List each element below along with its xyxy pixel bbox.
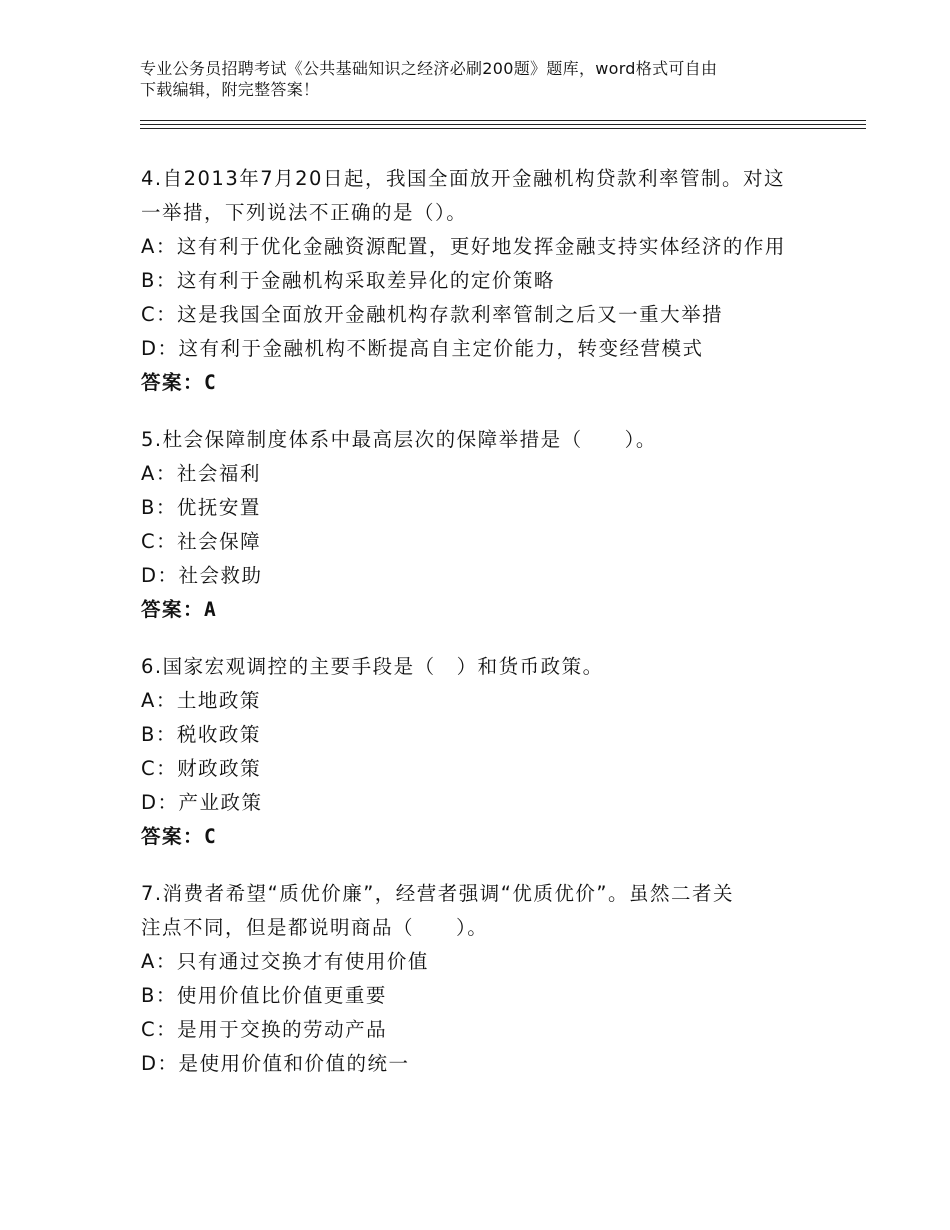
answer-value: C: [204, 825, 218, 848]
question-stem: 5.杜会保障制度体系中最高层次的保障举措是（ ）。: [141, 428, 657, 451]
question-6: [141, 650, 841, 854]
header-line-2: 下载编辑，附完整答案！: [140, 80, 320, 99]
option-b: B：税收政策: [141, 723, 261, 746]
option-d: D：社会救助: [141, 564, 263, 587]
question-list: [141, 162, 841, 1104]
document-header: [140, 58, 820, 100]
question-stem: 注点不同，但是都说明商品（ ）。: [141, 916, 489, 939]
question-5: [141, 423, 841, 627]
option-a: A：这有利于优化金融资源配置，更好地发挥金融支持实体经济的作用: [141, 235, 786, 258]
answer-line: [141, 820, 841, 854]
option-c: C：是用于交换的劳动产品: [141, 1018, 388, 1041]
question-4: [141, 162, 841, 400]
question-stem: 4.自2013年7月20日起，我国全面放开金融机构贷款利率管制。对这: [141, 167, 785, 190]
option-b: B：使用价值比价值更重要: [141, 984, 387, 1007]
header-divider: [140, 124, 866, 125]
answer-label: 答案：: [141, 598, 205, 621]
option-c: C：财政政策: [141, 757, 262, 780]
option-d: D：产业政策: [141, 791, 263, 814]
question-stem: 7.消费者希望“质优价廉”，经营者强调“优质优价”。虽然二者关: [141, 882, 735, 905]
question-7: [141, 877, 841, 1081]
header-divider: [140, 128, 866, 129]
option-b: B：优抚安置: [141, 496, 261, 519]
option-c: C：社会保障: [141, 530, 262, 553]
question-stem: 6.国家宏观调控的主要手段是（ ）和货币政策。: [141, 655, 604, 678]
option-c: C：这是我国全面放开金融机构存款利率管制之后又一重大举措: [141, 303, 724, 326]
answer-value: A: [204, 598, 218, 621]
answer-line: [141, 366, 841, 400]
option-b: B：这有利于金融机构采取差异化的定价策略: [141, 269, 555, 292]
option-d: D：这有利于金融机构不断提高自主定价能力，转变经营模式: [141, 337, 704, 360]
answer-value: C: [204, 371, 218, 394]
question-stem: 一举措，下列说法不正确的是（）。: [141, 201, 468, 224]
answer-label: 答案：: [141, 371, 205, 394]
answer-label: 答案：: [141, 825, 205, 848]
option-a: A：社会福利: [141, 462, 261, 485]
option-a: A：土地政策: [141, 689, 261, 712]
option-d: D：是使用价值和价值的统一: [141, 1052, 410, 1075]
header-divider: [140, 120, 866, 121]
header-line-1: 专业公务员招聘考试《公共基础知识之经济必刷200题》题库，word格式可自由: [140, 59, 718, 78]
option-a: A：只有通过交换才有使用价值: [141, 950, 429, 973]
answer-line: [141, 593, 841, 627]
